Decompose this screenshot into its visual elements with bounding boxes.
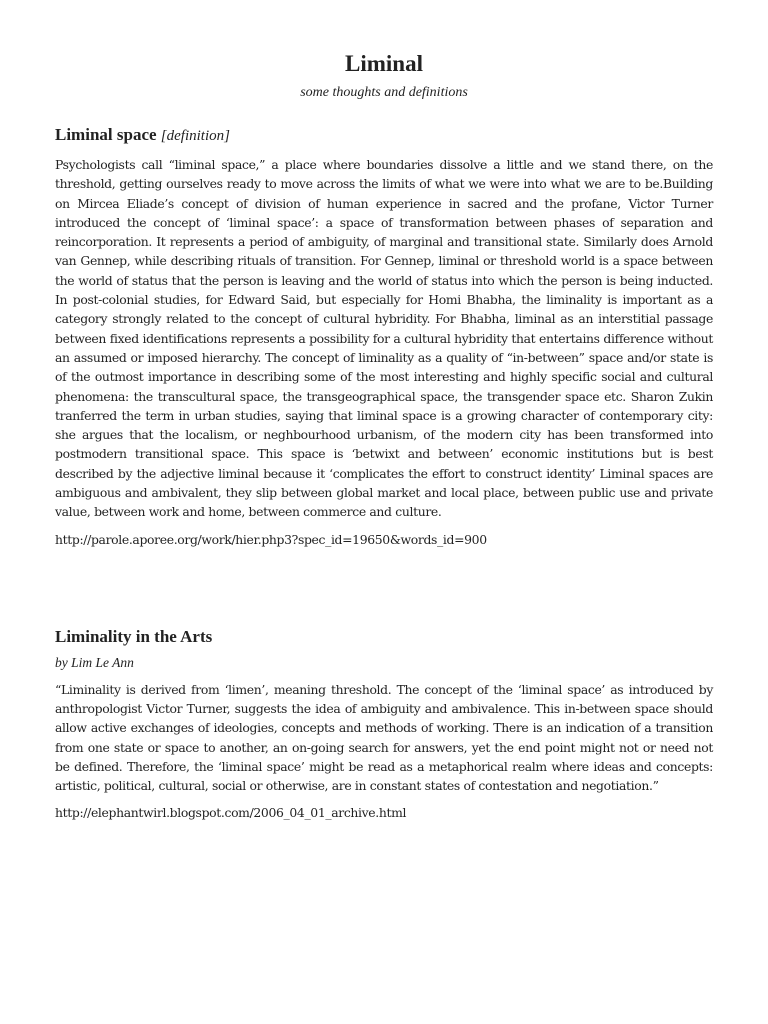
section-liminal-space	[55, 124, 713, 549]
section-heading-text: Liminality in the Arts	[55, 626, 213, 646]
document-subtitle: some thoughts and definitions	[300, 85, 468, 100]
section-heading-text: Liminal space	[55, 125, 157, 144]
section-body-paragraph: Psychologists call “liminal space,” a place where boundaries dissolve a little and we stand there, on the threshold, getting ourselves ready to move across the limits of what we were into what we are to be.Building on Mircea Eliade’s concept of division of human experience in sacred and the profane, Victor Turner introduced the concept of ‘liminal space’: a space of transformation between phases of separation and reincorporation. It represents a period of ambiguity, of marginal and transitional state. Similarly does Arnold van Gennep, while describing rituals of transition. For Gennep, liminal or threshold world is a space between the world of status that the person is leaving and the world of status into which the person is being inducted. In post-colonial studies, for Edward Said, but especially for Homi Bhabha, the liminality is important as a category strongly related to the concept of cultural hybridity. For Bhabha, liminal as an interstitial passage between fixed identifications represents a possibility for a cultural hybridity that entertains difference without an assumed or imposed hierarchy. The concept of liminality as a quality of “in-between” space and/or state is of the outmost importance in describing some of the most interesting and highly specific social and cultural phenomena: the transcultural space, the transgeographical space, the transgender space etc. Sharon Zukin tranferred the term in urban studies, saying that liminal space is a growing character of contemporary city: she argues that the localism, or neghbourhood urbanism, of the modern city has been transformed into postmodern transitional space. This space is ‘betwixt and between’ economic institutions but is best described by the adjective liminal because it ‘complicates the effort to construct identity’ Liminal spaces are ambiguous and ambivalent, they slip between global market and local place, between public use and private value, between work and home, between commerce and culture.	[55, 157, 713, 520]
author-byline: by Lim Le Ann	[55, 654, 134, 670]
source-url: http://elephantwirl.blogspot.com/2006_04_01_archive.html	[55, 805, 407, 821]
section-liminality-in-the-arts	[55, 626, 713, 823]
quote-paragraph: “Liminality is derived from ‘limen’, meaning threshold. The concept of the ‘liminal space’ as introduced by anthropologist Victor Turner, suggests the idea of ambiguity and ambivalence. This in-between space should allow active exchanges of ideologies, concepts and methods of working. There is an indication of a transition from one state or space to another, an on-going search for answers, yet the end point might not or need not be defined. Therefore, the ‘liminal space’ might be read as a metaphorical realm where ideas and concepts: artistic, political, cultural, social or otherwise, are in constant states of contestation and negotiation.”	[55, 681, 713, 794]
document-title: Liminal	[345, 51, 423, 76]
source-url: http://parole.aporee.org/work/hier.php3?spec_id=19650&words_id=900	[55, 531, 487, 547]
section-heading	[55, 124, 713, 147]
section-heading-tag: [definition]	[160, 128, 230, 144]
section-heading	[55, 626, 713, 648]
